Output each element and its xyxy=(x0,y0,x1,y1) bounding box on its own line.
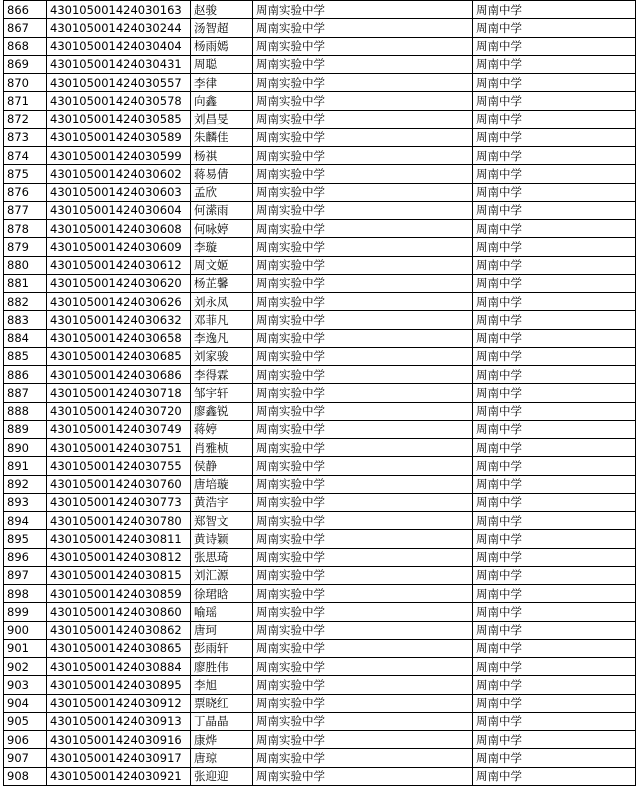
table-row xyxy=(4,439,636,457)
student-name-cell: 汤智超 xyxy=(191,19,253,37)
row-number-cell: 889 xyxy=(4,420,47,438)
row-number-cell: 896 xyxy=(4,548,47,566)
assigned-school-cell: 周南中学 xyxy=(473,384,636,402)
student-name-cell: 黄诗颖 xyxy=(191,530,253,548)
school-name-cell: 周南实验中学 xyxy=(253,694,473,712)
student-id-cell: 430105001424030912 xyxy=(47,694,191,712)
table-row xyxy=(4,731,636,749)
table-row xyxy=(4,347,636,365)
assigned-school-cell: 周南中学 xyxy=(473,366,636,384)
student-name-cell: 张迎迎 xyxy=(191,767,253,785)
student-id-cell: 430105001424030602 xyxy=(47,165,191,183)
student-name-cell: 丁晶晶 xyxy=(191,712,253,730)
student-name-cell: 赵骏 xyxy=(191,1,253,19)
table-row xyxy=(4,19,636,37)
row-number-cell: 890 xyxy=(4,439,47,457)
student-name-cell: 康烨 xyxy=(191,731,253,749)
row-number-cell: 877 xyxy=(4,201,47,219)
table-row xyxy=(4,128,636,146)
student-name-cell: 杨芷馨 xyxy=(191,274,253,292)
assigned-school-cell: 周南中学 xyxy=(473,147,636,165)
row-number-cell: 870 xyxy=(4,74,47,92)
student-name-cell: 杨祺 xyxy=(191,147,253,165)
student-name-cell: 何咏婷 xyxy=(191,220,253,238)
table-row xyxy=(4,238,636,256)
table-row xyxy=(4,676,636,694)
table-row xyxy=(4,165,636,183)
row-number-cell: 869 xyxy=(4,55,47,73)
student-name-cell: 李逸凡 xyxy=(191,329,253,347)
student-name-cell: 黄浩宇 xyxy=(191,493,253,511)
student-id-cell: 430105001424030585 xyxy=(47,110,191,128)
student-name-cell: 孟欣 xyxy=(191,183,253,201)
row-number-cell: 891 xyxy=(4,457,47,475)
row-number-cell: 895 xyxy=(4,530,47,548)
student-id-cell: 430105001424030608 xyxy=(47,220,191,238)
row-number-cell: 883 xyxy=(4,311,47,329)
assigned-school-cell: 周南中学 xyxy=(473,220,636,238)
table-row xyxy=(4,767,636,785)
row-number-cell: 901 xyxy=(4,639,47,657)
row-number-cell: 899 xyxy=(4,603,47,621)
student-id-cell: 430105001424030815 xyxy=(47,566,191,584)
student-id-cell: 430105001424030751 xyxy=(47,439,191,457)
table-row xyxy=(4,220,636,238)
school-name-cell: 周南实验中学 xyxy=(253,712,473,730)
student-name-cell: 邓菲凡 xyxy=(191,311,253,329)
student-id-cell: 430105001424030685 xyxy=(47,347,191,365)
school-name-cell: 周南实验中学 xyxy=(253,676,473,694)
assigned-school-cell: 周南中学 xyxy=(473,676,636,694)
row-number-cell: 892 xyxy=(4,475,47,493)
student-id-cell: 430105001424030780 xyxy=(47,512,191,530)
assigned-school-cell: 周南中学 xyxy=(473,347,636,365)
student-id-cell: 430105001424030720 xyxy=(47,402,191,420)
assigned-school-cell: 周南中学 xyxy=(473,74,636,92)
student-id-cell: 430105001424030921 xyxy=(47,767,191,785)
school-name-cell: 周南实验中学 xyxy=(253,293,473,311)
school-name-cell: 周南实验中学 xyxy=(253,366,473,384)
school-name-cell: 周南实验中学 xyxy=(253,37,473,55)
row-number-cell: 871 xyxy=(4,92,47,110)
student-name-cell: 刘汇源 xyxy=(191,566,253,584)
assigned-school-cell: 周南中学 xyxy=(473,621,636,639)
table-row xyxy=(4,183,636,201)
student-name-cell: 蒋易倩 xyxy=(191,165,253,183)
assigned-school-cell: 周南中学 xyxy=(473,402,636,420)
row-number-cell: 894 xyxy=(4,512,47,530)
student-id-cell: 430105001424030811 xyxy=(47,530,191,548)
assigned-school-cell: 周南中学 xyxy=(473,475,636,493)
school-name-cell: 周南实验中学 xyxy=(253,19,473,37)
table-row xyxy=(4,274,636,292)
assigned-school-cell: 周南中学 xyxy=(473,731,636,749)
student-id-cell: 430105001424030865 xyxy=(47,639,191,657)
assigned-school-cell: 周南中学 xyxy=(473,37,636,55)
table-row xyxy=(4,603,636,621)
student-name-cell: 张思琦 xyxy=(191,548,253,566)
student-id-cell: 430105001424030718 xyxy=(47,384,191,402)
student-id-cell: 430105001424030578 xyxy=(47,92,191,110)
assigned-school-cell: 周南中学 xyxy=(473,256,636,274)
school-name-cell: 周南实验中学 xyxy=(253,475,473,493)
student-name-cell: 邹宇轩 xyxy=(191,384,253,402)
table-row xyxy=(4,749,636,767)
table-row xyxy=(4,311,636,329)
assigned-school-cell: 周南中学 xyxy=(473,493,636,511)
student-name-cell: 廖胜伟 xyxy=(191,658,253,676)
school-name-cell: 周南实验中学 xyxy=(253,110,473,128)
row-number-cell: 904 xyxy=(4,694,47,712)
table-row xyxy=(4,201,636,219)
student-name-cell: 李璇 xyxy=(191,238,253,256)
school-name-cell: 周南实验中学 xyxy=(253,530,473,548)
student-name-cell: 刘永凤 xyxy=(191,293,253,311)
student-name-cell: 刘昌旻 xyxy=(191,110,253,128)
school-name-cell: 周南实验中学 xyxy=(253,274,473,292)
student-name-cell: 杨雨嫣 xyxy=(191,37,253,55)
school-name-cell: 周南实验中学 xyxy=(253,329,473,347)
student-id-cell: 430105001424030604 xyxy=(47,201,191,219)
school-name-cell: 周南实验中学 xyxy=(253,128,473,146)
student-name-cell: 肖雅桢 xyxy=(191,439,253,457)
school-name-cell: 周南实验中学 xyxy=(253,731,473,749)
student-id-cell: 430105001424030862 xyxy=(47,621,191,639)
student-id-cell: 430105001424030755 xyxy=(47,457,191,475)
row-number-cell: 906 xyxy=(4,731,47,749)
student-id-cell: 430105001424030859 xyxy=(47,585,191,603)
table-row xyxy=(4,566,636,584)
school-name-cell: 周南实验中学 xyxy=(253,1,473,19)
table-row xyxy=(4,493,636,511)
assigned-school-cell: 周南中学 xyxy=(473,694,636,712)
school-name-cell: 周南实验中学 xyxy=(253,238,473,256)
school-name-cell: 周南实验中学 xyxy=(253,658,473,676)
assigned-school-cell: 周南中学 xyxy=(473,274,636,292)
assigned-school-cell: 周南中学 xyxy=(473,183,636,201)
school-name-cell: 周南实验中学 xyxy=(253,384,473,402)
assigned-school-cell: 周南中学 xyxy=(473,165,636,183)
row-number-cell: 868 xyxy=(4,37,47,55)
school-name-cell: 周南实验中学 xyxy=(253,183,473,201)
row-number-cell: 880 xyxy=(4,256,47,274)
row-number-cell: 887 xyxy=(4,384,47,402)
student-id-cell: 430105001424030860 xyxy=(47,603,191,621)
assigned-school-cell: 周南中学 xyxy=(473,1,636,19)
table-row xyxy=(4,585,636,603)
row-number-cell: 905 xyxy=(4,712,47,730)
table-row xyxy=(4,293,636,311)
row-number-cell: 875 xyxy=(4,165,47,183)
student-name-cell: 廖鑫锐 xyxy=(191,402,253,420)
row-number-cell: 867 xyxy=(4,19,47,37)
school-name-cell: 周南实验中学 xyxy=(253,749,473,767)
school-name-cell: 周南实验中学 xyxy=(253,512,473,530)
row-number-cell: 898 xyxy=(4,585,47,603)
student-name-cell: 李律 xyxy=(191,74,253,92)
table-row xyxy=(4,256,636,274)
assigned-school-cell: 周南中学 xyxy=(473,55,636,73)
table-row xyxy=(4,457,636,475)
school-name-cell: 周南实验中学 xyxy=(253,92,473,110)
student-id-cell: 430105001424030244 xyxy=(47,19,191,37)
student-id-cell: 430105001424030913 xyxy=(47,712,191,730)
school-name-cell: 周南实验中学 xyxy=(253,639,473,657)
student-id-cell: 430105001424030917 xyxy=(47,749,191,767)
assigned-school-cell: 周南中学 xyxy=(473,530,636,548)
student-name-cell: 周文姬 xyxy=(191,256,253,274)
student-name-cell: 何潆雨 xyxy=(191,201,253,219)
table-row xyxy=(4,658,636,676)
row-number-cell: 908 xyxy=(4,767,47,785)
school-name-cell: 周南实验中学 xyxy=(253,603,473,621)
student-name-cell: 侯静 xyxy=(191,457,253,475)
student-id-cell: 430105001424030620 xyxy=(47,274,191,292)
school-name-cell: 周南实验中学 xyxy=(253,493,473,511)
student-id-cell: 430105001424030609 xyxy=(47,238,191,256)
table-row xyxy=(4,74,636,92)
row-number-cell: 874 xyxy=(4,147,47,165)
assigned-school-cell: 周南中学 xyxy=(473,19,636,37)
student-name-cell: 唐培璇 xyxy=(191,475,253,493)
student-id-cell: 430105001424030916 xyxy=(47,731,191,749)
student-id-cell: 430105001424030760 xyxy=(47,475,191,493)
table-row xyxy=(4,110,636,128)
school-name-cell: 周南实验中学 xyxy=(253,548,473,566)
assigned-school-cell: 周南中学 xyxy=(473,457,636,475)
school-name-cell: 周南实验中学 xyxy=(253,347,473,365)
student-id-cell: 430105001424030589 xyxy=(47,128,191,146)
assigned-school-cell: 周南中学 xyxy=(473,329,636,347)
student-id-cell: 430105001424030632 xyxy=(47,311,191,329)
row-number-cell: 876 xyxy=(4,183,47,201)
row-number-cell: 897 xyxy=(4,566,47,584)
school-name-cell: 周南实验中学 xyxy=(253,621,473,639)
table-row xyxy=(4,548,636,566)
student-id-cell: 430105001424030812 xyxy=(47,548,191,566)
row-number-cell: 900 xyxy=(4,621,47,639)
student-id-cell: 430105001424030686 xyxy=(47,366,191,384)
student-name-cell: 周聪 xyxy=(191,55,253,73)
school-name-cell: 周南实验中学 xyxy=(253,585,473,603)
row-number-cell: 878 xyxy=(4,220,47,238)
student-name-cell: 唐珂 xyxy=(191,621,253,639)
assigned-school-cell: 周南中学 xyxy=(473,110,636,128)
student-name-cell: 李旭 xyxy=(191,676,253,694)
school-name-cell: 周南实验中学 xyxy=(253,220,473,238)
row-number-cell: 881 xyxy=(4,274,47,292)
student-id-cell: 430105001424030895 xyxy=(47,676,191,694)
student-name-cell: 李得霖 xyxy=(191,366,253,384)
school-name-cell: 周南实验中学 xyxy=(253,420,473,438)
table-row xyxy=(4,37,636,55)
row-number-cell: 886 xyxy=(4,366,47,384)
student-id-cell: 430105001424030431 xyxy=(47,55,191,73)
student-name-cell: 朱麟佳 xyxy=(191,128,253,146)
assigned-school-cell: 周南中学 xyxy=(473,238,636,256)
admission-list-table xyxy=(3,0,636,786)
assigned-school-cell: 周南中学 xyxy=(473,311,636,329)
student-id-cell: 430105001424030626 xyxy=(47,293,191,311)
row-number-cell: 873 xyxy=(4,128,47,146)
assigned-school-cell: 周南中学 xyxy=(473,201,636,219)
row-number-cell: 888 xyxy=(4,402,47,420)
table-row xyxy=(4,420,636,438)
assigned-school-cell: 周南中学 xyxy=(473,639,636,657)
table-row xyxy=(4,55,636,73)
student-name-cell: 徐珺晗 xyxy=(191,585,253,603)
table-row xyxy=(4,530,636,548)
student-name-cell: 彭雨轩 xyxy=(191,639,253,657)
row-number-cell: 902 xyxy=(4,658,47,676)
student-id-cell: 430105001424030599 xyxy=(47,147,191,165)
table-row xyxy=(4,366,636,384)
school-name-cell: 周南实验中学 xyxy=(253,165,473,183)
table-row xyxy=(4,147,636,165)
student-id-cell: 430105001424030612 xyxy=(47,256,191,274)
table-body xyxy=(4,1,636,786)
student-id-cell: 430105001424030557 xyxy=(47,74,191,92)
assigned-school-cell: 周南中学 xyxy=(473,566,636,584)
student-id-cell: 430105001424030749 xyxy=(47,420,191,438)
assigned-school-cell: 周南中学 xyxy=(473,603,636,621)
assigned-school-cell: 周南中学 xyxy=(473,658,636,676)
student-id-cell: 430105001424030658 xyxy=(47,329,191,347)
table-row xyxy=(4,1,636,19)
row-number-cell: 879 xyxy=(4,238,47,256)
student-id-cell: 430105001424030404 xyxy=(47,37,191,55)
table-row xyxy=(4,639,636,657)
assigned-school-cell: 周南中学 xyxy=(473,512,636,530)
row-number-cell: 893 xyxy=(4,493,47,511)
table-row xyxy=(4,621,636,639)
school-name-cell: 周南实验中学 xyxy=(253,566,473,584)
row-number-cell: 903 xyxy=(4,676,47,694)
student-name-cell: 喻瑶 xyxy=(191,603,253,621)
table-row xyxy=(4,384,636,402)
student-id-cell: 430105001424030603 xyxy=(47,183,191,201)
assigned-school-cell: 周南中学 xyxy=(473,420,636,438)
school-name-cell: 周南实验中学 xyxy=(253,311,473,329)
student-name-cell: 票晓红 xyxy=(191,694,253,712)
student-name-cell: 唐琼 xyxy=(191,749,253,767)
assigned-school-cell: 周南中学 xyxy=(473,439,636,457)
student-id-cell: 430105001424030773 xyxy=(47,493,191,511)
student-name-cell: 向鑫 xyxy=(191,92,253,110)
student-id-cell: 430105001424030163 xyxy=(47,1,191,19)
school-name-cell: 周南实验中学 xyxy=(253,256,473,274)
row-number-cell: 907 xyxy=(4,749,47,767)
assigned-school-cell: 周南中学 xyxy=(473,749,636,767)
assigned-school-cell: 周南中学 xyxy=(473,128,636,146)
school-name-cell: 周南实验中学 xyxy=(253,457,473,475)
row-number-cell: 885 xyxy=(4,347,47,365)
assigned-school-cell: 周南中学 xyxy=(473,712,636,730)
school-name-cell: 周南实验中学 xyxy=(253,439,473,457)
table-row xyxy=(4,475,636,493)
student-name-cell: 蒋婷 xyxy=(191,420,253,438)
table-row xyxy=(4,512,636,530)
school-name-cell: 周南实验中学 xyxy=(253,402,473,420)
assigned-school-cell: 周南中学 xyxy=(473,92,636,110)
row-number-cell: 866 xyxy=(4,1,47,19)
row-number-cell: 882 xyxy=(4,293,47,311)
table-row xyxy=(4,92,636,110)
table-row xyxy=(4,402,636,420)
school-name-cell: 周南实验中学 xyxy=(253,74,473,92)
assigned-school-cell: 周南中学 xyxy=(473,293,636,311)
assigned-school-cell: 周南中学 xyxy=(473,548,636,566)
assigned-school-cell: 周南中学 xyxy=(473,585,636,603)
row-number-cell: 884 xyxy=(4,329,47,347)
student-name-cell: 刘家骏 xyxy=(191,347,253,365)
table-row xyxy=(4,694,636,712)
school-name-cell: 周南实验中学 xyxy=(253,201,473,219)
row-number-cell: 872 xyxy=(4,110,47,128)
table-row xyxy=(4,329,636,347)
student-id-cell: 430105001424030884 xyxy=(47,658,191,676)
school-name-cell: 周南实验中学 xyxy=(253,147,473,165)
school-name-cell: 周南实验中学 xyxy=(253,767,473,785)
assigned-school-cell: 周南中学 xyxy=(473,767,636,785)
student-name-cell: 郑智文 xyxy=(191,512,253,530)
school-name-cell: 周南实验中学 xyxy=(253,55,473,73)
table-row xyxy=(4,712,636,730)
